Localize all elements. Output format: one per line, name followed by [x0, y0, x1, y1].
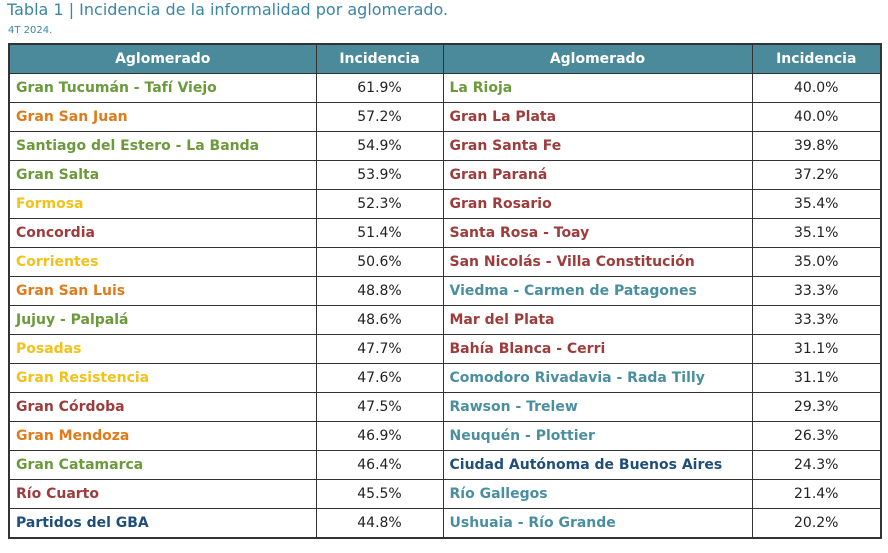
- incidencia-value-left: 51.4%: [316, 219, 443, 248]
- incidencia-value-left: 50.6%: [316, 248, 443, 277]
- aglomerado-name-right: La Rioja: [443, 74, 752, 103]
- aglomerado-name-right: Río Gallegos: [443, 480, 752, 509]
- aglomerado-name-right: Ushuaia - Río Grande: [443, 509, 752, 539]
- aglomerado-name-left: Corrientes: [9, 248, 316, 277]
- aglomerado-name-left: Concordia: [9, 219, 316, 248]
- table-row: [9, 364, 881, 393]
- incidencia-value-left: 46.4%: [316, 451, 443, 480]
- incidencia-value-left: 45.5%: [316, 480, 443, 509]
- aglomerado-name-right: Viedma - Carmen de Patagones: [443, 277, 752, 306]
- header-aglomerado-right: Aglomerado: [443, 44, 752, 74]
- aglomerado-name-right: San Nicolás - Villa Constitución: [443, 248, 752, 277]
- aglomerado-name-right: Gran Rosario: [443, 190, 752, 219]
- table-row: [9, 335, 881, 364]
- aglomerado-name-left: Gran Mendoza: [9, 422, 316, 451]
- table-row: [9, 480, 881, 509]
- table-subtitle: 4T 2024.: [8, 25, 53, 36]
- incidencia-value-right: 24.3%: [752, 451, 881, 480]
- informality-table: [8, 43, 882, 539]
- aglomerado-name-left: Gran Salta: [9, 161, 316, 190]
- table-row: [9, 219, 881, 248]
- incidencia-value-right: 35.0%: [752, 248, 881, 277]
- incidencia-value-left: 48.8%: [316, 277, 443, 306]
- aglomerado-name-left: Santiago del Estero - La Banda: [9, 132, 316, 161]
- incidencia-value-right: 37.2%: [752, 161, 881, 190]
- table-row: [9, 451, 881, 480]
- incidencia-value-left: 47.7%: [316, 335, 443, 364]
- table-row: [9, 277, 881, 306]
- aglomerado-name-left: Partidos del GBA: [9, 509, 316, 539]
- aglomerado-name-right: Bahía Blanca - Cerri: [443, 335, 752, 364]
- header-incidencia-right: Incidencia: [752, 44, 881, 74]
- incidencia-value-left: 54.9%: [316, 132, 443, 161]
- incidencia-value-right: 40.0%: [752, 103, 881, 132]
- aglomerado-name-right: Neuquén - Plottier: [443, 422, 752, 451]
- table-body: [9, 74, 881, 539]
- aglomerado-name-left: Gran Córdoba: [9, 393, 316, 422]
- incidencia-value-right: 33.3%: [752, 306, 881, 335]
- aglomerado-name-left: Jujuy - Palpalá: [9, 306, 316, 335]
- aglomerado-name-left: Río Cuarto: [9, 480, 316, 509]
- incidencia-value-right: 39.8%: [752, 132, 881, 161]
- aglomerado-name-left: Gran San Luis: [9, 277, 316, 306]
- table-row: [9, 132, 881, 161]
- incidencia-value-left: 57.2%: [316, 103, 443, 132]
- aglomerado-name-left: Gran Resistencia: [9, 364, 316, 393]
- incidencia-value-right: 21.4%: [752, 480, 881, 509]
- header-aglomerado-left: Aglomerado: [9, 44, 316, 74]
- table-row: [9, 161, 881, 190]
- incidencia-value-left: 47.5%: [316, 393, 443, 422]
- aglomerado-name-left: Gran Catamarca: [9, 451, 316, 480]
- aglomerado-name-right: Gran La Plata: [443, 103, 752, 132]
- aglomerado-name-left: Gran Tucumán - Tafí Viejo: [9, 74, 316, 103]
- table-row: [9, 422, 881, 451]
- aglomerado-name-right: Comodoro Rivadavia - Rada Tilly: [443, 364, 752, 393]
- table-row: [9, 103, 881, 132]
- incidencia-value-left: 61.9%: [316, 74, 443, 103]
- table-row: [9, 393, 881, 422]
- incidencia-value-right: 35.1%: [752, 219, 881, 248]
- incidencia-value-right: 20.2%: [752, 509, 881, 539]
- table-row: [9, 306, 881, 335]
- incidencia-value-right: 29.3%: [752, 393, 881, 422]
- table-title: Tabla 1 | Incidencia de la informalidad por aglomerado.: [7, 0, 449, 19]
- aglomerado-name-left: Gran San Juan: [9, 103, 316, 132]
- incidencia-value-left: 48.6%: [316, 306, 443, 335]
- header-incidencia-left: Incidencia: [316, 44, 443, 74]
- incidencia-value-left: 44.8%: [316, 509, 443, 539]
- table-row: [9, 248, 881, 277]
- aglomerado-name-right: Gran Paraná: [443, 161, 752, 190]
- incidencia-value-right: 35.4%: [752, 190, 881, 219]
- aglomerado-name-right: Rawson - Trelew: [443, 393, 752, 422]
- incidencia-value-left: 46.9%: [316, 422, 443, 451]
- aglomerado-name-right: Santa Rosa - Toay: [443, 219, 752, 248]
- incidencia-value-right: 26.3%: [752, 422, 881, 451]
- incidencia-value-right: 33.3%: [752, 277, 881, 306]
- aglomerado-name-left: Formosa: [9, 190, 316, 219]
- table-row: [9, 190, 881, 219]
- table-header-row: [9, 44, 881, 74]
- aglomerado-name-right: Mar del Plata: [443, 306, 752, 335]
- aglomerado-name-left: Posadas: [9, 335, 316, 364]
- incidencia-value-left: 52.3%: [316, 190, 443, 219]
- table-row: [9, 74, 881, 103]
- incidencia-value-right: 40.0%: [752, 74, 881, 103]
- incidencia-value-left: 53.9%: [316, 161, 443, 190]
- aglomerado-name-right: Ciudad Autónoma de Buenos Aires: [443, 451, 752, 480]
- table-row: [9, 509, 881, 539]
- incidencia-value-right: 31.1%: [752, 335, 881, 364]
- aglomerado-name-right: Gran Santa Fe: [443, 132, 752, 161]
- incidencia-value-left: 47.6%: [316, 364, 443, 393]
- incidencia-value-right: 31.1%: [752, 364, 881, 393]
